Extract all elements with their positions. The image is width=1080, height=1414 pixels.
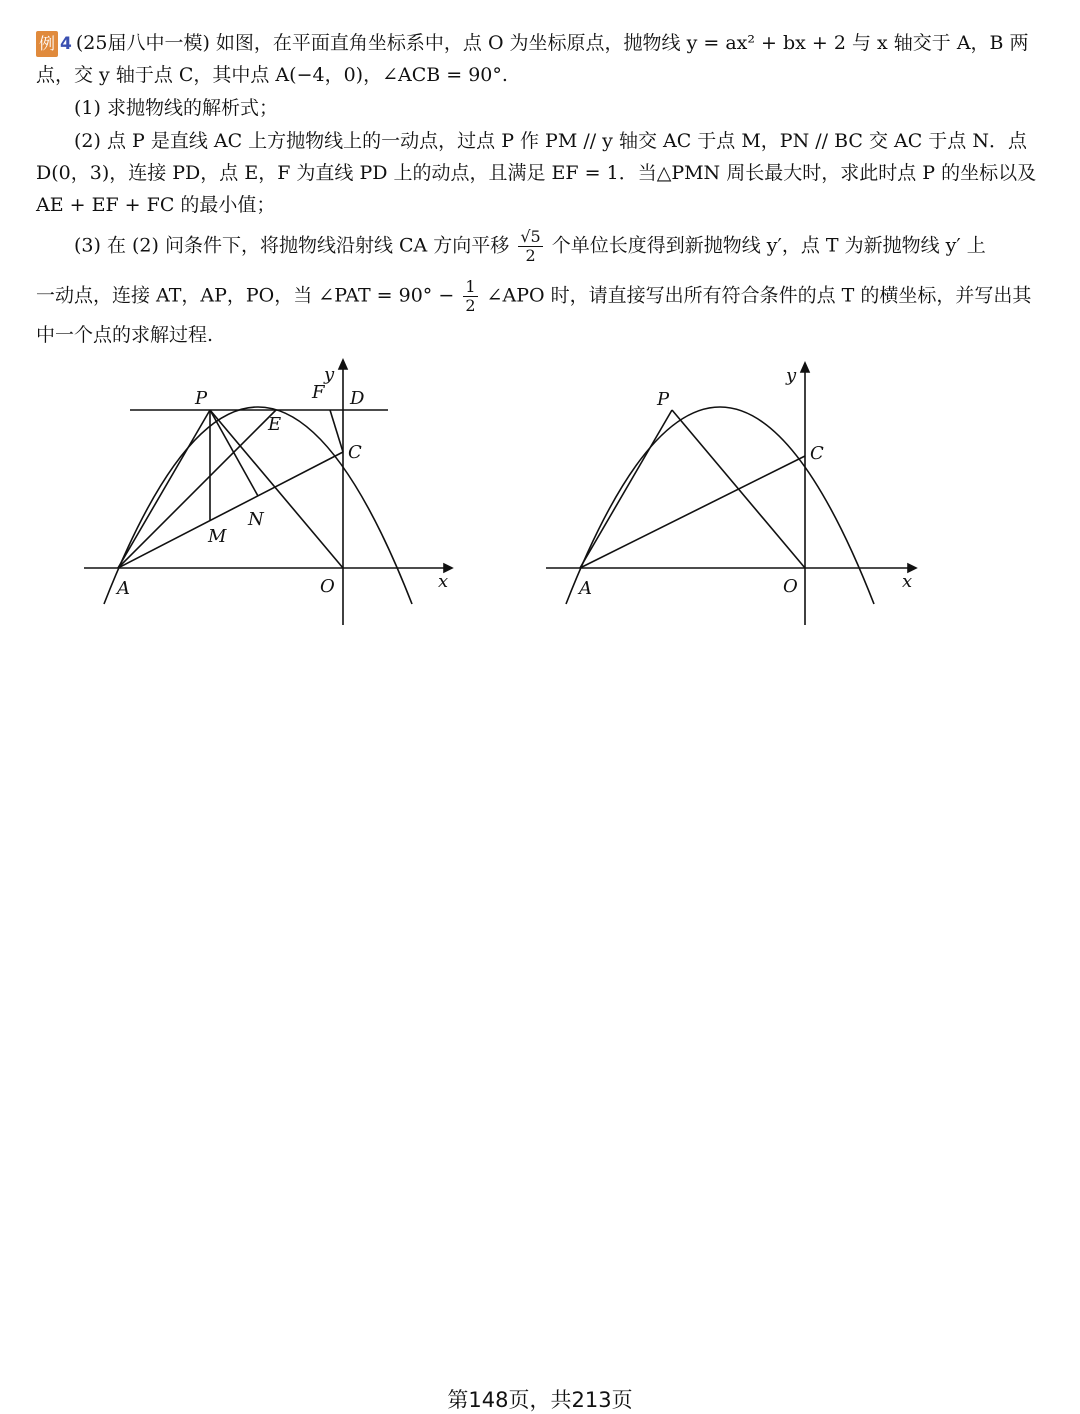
label-A: A bbox=[117, 578, 130, 599]
parabola bbox=[566, 407, 874, 604]
label-N: N bbox=[248, 509, 264, 530]
y-axis-arrow bbox=[801, 363, 809, 372]
figure-1 bbox=[80, 358, 460, 633]
line-PO bbox=[672, 410, 805, 568]
question-3-line-3: 中一个点的求解过程. bbox=[36, 324, 214, 346]
label-M: M bbox=[208, 526, 227, 547]
q3-text-post: 个单位长度得到新抛物线 y′，点 T 为新抛物线 y′ 上 bbox=[551, 234, 986, 257]
label-O: O bbox=[783, 576, 798, 597]
q3b-text-pre: 一动点，连接 AT，AP，PO，当 ∠PAT = 90° − bbox=[36, 284, 455, 307]
example-number: 4 bbox=[60, 34, 72, 54]
line-AC bbox=[580, 456, 805, 568]
fraction-numerator: 1 bbox=[465, 277, 476, 296]
label-y: y bbox=[324, 364, 335, 385]
label-P: P bbox=[657, 389, 670, 410]
question-3-line-2 bbox=[36, 278, 1031, 315]
problem-line-1 bbox=[36, 30, 1029, 57]
label-C: C bbox=[810, 443, 824, 464]
label-x: x bbox=[902, 571, 913, 592]
question-2-line-2: D(0，3)，连接 PD，点 E，F 为直线 PD 上的动点，且满足 EF = 1．当△PMN 周长最大时，求此时点 P 的坐标以及 bbox=[36, 162, 1037, 184]
page-footer: 第148页，共213页 bbox=[447, 1388, 633, 1412]
label-A: A bbox=[579, 578, 592, 599]
label-E: E bbox=[268, 414, 282, 435]
example-tag: 例 bbox=[36, 31, 58, 57]
label-C: C bbox=[348, 442, 362, 463]
y-axis-arrow bbox=[339, 360, 347, 369]
problem-text-1: (25届八中一模) 如图，在平面直角坐标系中，点 O 为坐标原点，抛物线 y = ax² + bx + 2 与 x 轴交于 A，B 两 bbox=[75, 32, 1029, 54]
q3-text-pre: (3) 在 (2) 问条件下，将抛物线沿射线 CA 方向平移 bbox=[74, 234, 510, 257]
question-3-line-1 bbox=[74, 228, 986, 265]
label-D: D bbox=[350, 388, 365, 409]
q3b-text-post: ∠APO 时，请直接写出所有符合条件的点 T 的横坐标，并写出其 bbox=[486, 284, 1032, 307]
fraction-denominator: 2 bbox=[465, 296, 476, 315]
parabola bbox=[104, 407, 412, 604]
problem-line-2: 点，交 y 轴于点 C，其中点 A(−4，0)，∠ACB = 90°. bbox=[36, 64, 508, 86]
label-O: O bbox=[320, 576, 335, 597]
question-2-line-1: (2) 点 P 是直线 AC 上方抛物线上的一动点，过点 P 作 PM // y 轴交 AC 于点 M，PN // BC 交 AC 于点 N．点 bbox=[74, 130, 1027, 152]
fraction-numerator: √5 bbox=[520, 227, 541, 246]
one-half-fraction bbox=[463, 278, 477, 315]
question-1: (1) 求抛物线的解析式； bbox=[74, 97, 278, 119]
question-2-line-3: AE + EF + FC 的最小值； bbox=[36, 194, 276, 216]
line-FC bbox=[330, 410, 343, 452]
fraction-denominator: 2 bbox=[525, 246, 536, 265]
label-x: x bbox=[438, 571, 449, 592]
sqrt5-over-2-fraction bbox=[518, 228, 542, 265]
label-F: F bbox=[312, 382, 325, 403]
label-P: P bbox=[195, 388, 208, 409]
figure-2 bbox=[540, 358, 930, 633]
label-y: y bbox=[786, 365, 797, 386]
